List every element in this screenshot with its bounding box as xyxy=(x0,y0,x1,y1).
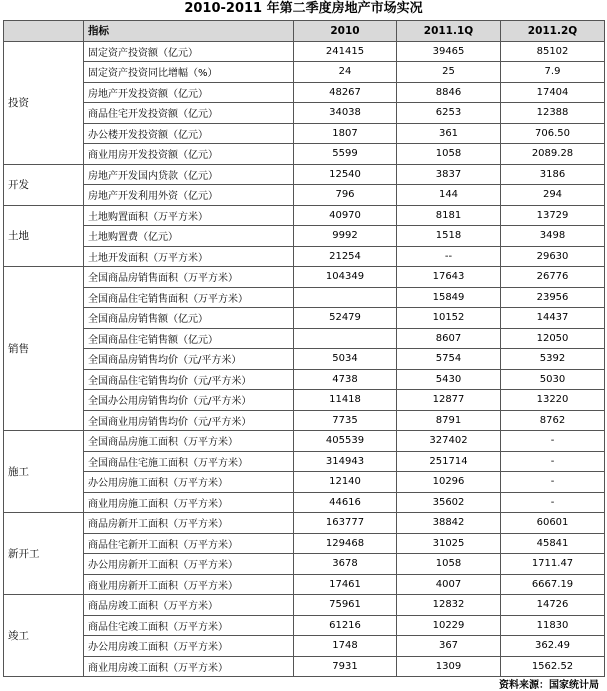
header-indicator: 指标 xyxy=(84,21,294,42)
header-2010: 2010 xyxy=(294,21,397,42)
table-row xyxy=(4,328,605,349)
header-2011-2q: 2011.2Q xyxy=(501,21,605,42)
table-row xyxy=(4,103,605,124)
table-title: 2010-2011 年第二季度房地产市场实况 xyxy=(184,1,423,16)
value-2011-2q-cell: - xyxy=(501,451,605,472)
value-2011-2q-cell: 26776 xyxy=(501,267,605,288)
indicator-cell: 房地产开发利用外资（亿元） xyxy=(84,185,294,206)
indicator-cell: 全国商品住宅施工面积（万平方米） xyxy=(84,451,294,472)
table-row xyxy=(4,82,605,103)
value-2011-1q-cell: 1058 xyxy=(397,554,501,575)
value-2011-1q-cell: 8791 xyxy=(397,410,501,431)
indicator-cell: 全国商业用房销售均价（元/平方米） xyxy=(84,410,294,431)
value-2011-2q-cell: - xyxy=(501,431,605,452)
table-row xyxy=(4,451,605,472)
value-2011-1q-cell: 4007 xyxy=(397,574,501,595)
indicator-cell: 办公用房新开工面积（万平方米） xyxy=(84,554,294,575)
category-cell: 土地 xyxy=(4,205,84,267)
indicator-cell: 土地购置面积（万平方米） xyxy=(84,205,294,226)
table-row xyxy=(4,123,605,144)
value-2011-1q-cell: 38842 xyxy=(397,513,501,534)
value-2011-2q-cell: 1562.52 xyxy=(501,656,605,677)
value-2010-cell: 314943 xyxy=(294,451,397,472)
value-2011-1q-cell: 25 xyxy=(397,62,501,83)
indicator-cell: 全国商品住宅销售面积（万平方米） xyxy=(84,287,294,308)
table-row xyxy=(4,185,605,206)
header-row xyxy=(4,21,605,42)
value-2011-1q-cell: 6253 xyxy=(397,103,501,124)
value-2010-cell: 11418 xyxy=(294,390,397,411)
value-2011-2q-cell: 706.50 xyxy=(501,123,605,144)
indicator-cell: 商品住宅新开工面积（万平方米） xyxy=(84,533,294,554)
table-row xyxy=(4,41,605,62)
value-2011-2q-cell: 17404 xyxy=(501,82,605,103)
value-2011-2q-cell: 1711.47 xyxy=(501,554,605,575)
value-2011-1q-cell: 12832 xyxy=(397,595,501,616)
value-2011-1q-cell: 8181 xyxy=(397,205,501,226)
value-2011-2q-cell: 8762 xyxy=(501,410,605,431)
value-2011-2q-cell: 3186 xyxy=(501,164,605,185)
value-2010-cell xyxy=(294,328,397,349)
value-2011-2q-cell: 23956 xyxy=(501,287,605,308)
market-table xyxy=(3,20,605,677)
indicator-cell: 全国商品房施工面积（万平方米） xyxy=(84,431,294,452)
value-2010-cell: 3678 xyxy=(294,554,397,575)
indicator-cell: 土地开发面积（万平方米） xyxy=(84,246,294,267)
value-2011-2q-cell: 5392 xyxy=(501,349,605,370)
value-2011-1q-cell: 1309 xyxy=(397,656,501,677)
value-2010-cell: 24 xyxy=(294,62,397,83)
value-2010-cell: 4738 xyxy=(294,369,397,390)
value-2010-cell: 75961 xyxy=(294,595,397,616)
value-2010-cell: 7735 xyxy=(294,410,397,431)
value-2011-2q-cell: 6667.19 xyxy=(501,574,605,595)
value-2011-1q-cell: 327402 xyxy=(397,431,501,452)
value-2011-2q-cell: 294 xyxy=(501,185,605,206)
table-row xyxy=(4,492,605,513)
value-2010-cell: 163777 xyxy=(294,513,397,534)
indicator-cell: 房地产开发投资额（亿元） xyxy=(84,82,294,103)
value-2010-cell: 104349 xyxy=(294,267,397,288)
value-2011-2q-cell: 14437 xyxy=(501,308,605,329)
value-2010-cell: 52479 xyxy=(294,308,397,329)
table-row xyxy=(4,164,605,185)
table-row xyxy=(4,410,605,431)
indicator-cell: 全国商品房销售均价（元/平方米） xyxy=(84,349,294,370)
indicator-cell: 办公楼开发投资额（亿元） xyxy=(84,123,294,144)
value-2011-2q-cell: 12050 xyxy=(501,328,605,349)
category-cell: 竣工 xyxy=(4,595,84,677)
value-2010-cell: 241415 xyxy=(294,41,397,62)
value-2011-2q-cell: 7.9 xyxy=(501,62,605,83)
value-2011-2q-cell: 11830 xyxy=(501,615,605,636)
value-2010-cell: 44616 xyxy=(294,492,397,513)
table-row xyxy=(4,554,605,575)
value-2011-1q-cell: 10152 xyxy=(397,308,501,329)
table-row xyxy=(4,656,605,677)
value-2010-cell: 48267 xyxy=(294,82,397,103)
value-2010-cell: 12540 xyxy=(294,164,397,185)
table-row xyxy=(4,205,605,226)
indicator-cell: 全国商品房销售面积（万平方米） xyxy=(84,267,294,288)
category-cell: 新开工 xyxy=(4,513,84,595)
indicator-cell: 商品房竣工面积（万平方米） xyxy=(84,595,294,616)
value-2011-1q-cell: 12877 xyxy=(397,390,501,411)
table-row xyxy=(4,472,605,493)
table-row xyxy=(4,246,605,267)
indicator-cell: 商品住宅竣工面积（万平方米） xyxy=(84,615,294,636)
indicator-cell: 全国商品房销售额（亿元） xyxy=(84,308,294,329)
table-row xyxy=(4,349,605,370)
value-2011-1q-cell: 8607 xyxy=(397,328,501,349)
value-2011-1q-cell: 39465 xyxy=(397,41,501,62)
indicator-cell: 全国办公用房销售均价（元/平方米） xyxy=(84,390,294,411)
category-cell: 开发 xyxy=(4,164,84,205)
value-2011-2q-cell: 2089.28 xyxy=(501,144,605,165)
value-2010-cell: 1748 xyxy=(294,636,397,657)
indicator-cell: 商业用房施工面积（万平方米） xyxy=(84,492,294,513)
value-2010-cell: 21254 xyxy=(294,246,397,267)
value-2010-cell: 34038 xyxy=(294,103,397,124)
value-2011-2q-cell: - xyxy=(501,472,605,493)
table-row xyxy=(4,513,605,534)
table-row xyxy=(4,308,605,329)
value-2011-2q-cell: 3498 xyxy=(501,226,605,247)
source-note: 资料来源：国家统计局 xyxy=(499,680,599,691)
header-category xyxy=(4,21,84,42)
value-2010-cell: 405539 xyxy=(294,431,397,452)
value-2011-2q-cell: 85102 xyxy=(501,41,605,62)
value-2011-1q-cell: 8846 xyxy=(397,82,501,103)
value-2011-1q-cell: 35602 xyxy=(397,492,501,513)
table-row xyxy=(4,267,605,288)
indicator-cell: 办公用房施工面积（万平方米） xyxy=(84,472,294,493)
indicator-cell: 商业用房竣工面积（万平方米） xyxy=(84,656,294,677)
value-2011-1q-cell: 3837 xyxy=(397,164,501,185)
table-row xyxy=(4,369,605,390)
value-2011-2q-cell: - xyxy=(501,492,605,513)
table-row xyxy=(4,390,605,411)
table-row xyxy=(4,595,605,616)
value-2011-1q-cell: 10229 xyxy=(397,615,501,636)
indicator-cell: 全国商品住宅销售均价（元/平方米） xyxy=(84,369,294,390)
value-2011-1q-cell: 367 xyxy=(397,636,501,657)
value-2011-1q-cell: 5754 xyxy=(397,349,501,370)
value-2010-cell: 7931 xyxy=(294,656,397,677)
indicator-cell: 房地产开发国内贷款（亿元） xyxy=(84,164,294,185)
value-2011-2q-cell: 60601 xyxy=(501,513,605,534)
value-2011-2q-cell: 29630 xyxy=(501,246,605,267)
indicator-cell: 固定资产投资额（亿元） xyxy=(84,41,294,62)
value-2011-1q-cell: 251714 xyxy=(397,451,501,472)
table-row xyxy=(4,636,605,657)
table-row xyxy=(4,574,605,595)
value-2011-2q-cell: 14726 xyxy=(501,595,605,616)
value-2011-1q-cell: 31025 xyxy=(397,533,501,554)
value-2011-1q-cell: 15849 xyxy=(397,287,501,308)
value-2010-cell: 17461 xyxy=(294,574,397,595)
header-2011-1q: 2011.1Q xyxy=(397,21,501,42)
value-2011-2q-cell: 45841 xyxy=(501,533,605,554)
table-row xyxy=(4,144,605,165)
indicator-cell: 全国商品住宅销售额（亿元） xyxy=(84,328,294,349)
indicator-cell: 商业用房新开工面积（万平方米） xyxy=(84,574,294,595)
value-2011-2q-cell: 13220 xyxy=(501,390,605,411)
indicator-cell: 土地购置费（亿元） xyxy=(84,226,294,247)
category-cell: 施工 xyxy=(4,431,84,513)
value-2011-2q-cell: 13729 xyxy=(501,205,605,226)
table-row xyxy=(4,431,605,452)
value-2011-1q-cell: 1518 xyxy=(397,226,501,247)
value-2010-cell: 9992 xyxy=(294,226,397,247)
table-row xyxy=(4,226,605,247)
value-2011-1q-cell: 1058 xyxy=(397,144,501,165)
value-2010-cell: 40970 xyxy=(294,205,397,226)
table-body xyxy=(4,41,605,677)
table-row xyxy=(4,62,605,83)
value-2011-1q-cell: 144 xyxy=(397,185,501,206)
value-2010-cell xyxy=(294,287,397,308)
value-2010-cell: 796 xyxy=(294,185,397,206)
indicator-cell: 商品房新开工面积（万平方米） xyxy=(84,513,294,534)
value-2010-cell: 12140 xyxy=(294,472,397,493)
value-2011-1q-cell: 5430 xyxy=(397,369,501,390)
indicator-cell: 办公用房竣工面积（万平方米） xyxy=(84,636,294,657)
table-row xyxy=(4,615,605,636)
value-2011-1q-cell: 361 xyxy=(397,123,501,144)
table-row xyxy=(4,287,605,308)
value-2011-2q-cell: 362.49 xyxy=(501,636,605,657)
value-2011-2q-cell: 12388 xyxy=(501,103,605,124)
indicator-cell: 固定资产投资同比增幅（%） xyxy=(84,62,294,83)
value-2011-1q-cell: 10296 xyxy=(397,472,501,493)
table-row xyxy=(4,533,605,554)
indicator-cell: 商业用房开发投资额（亿元） xyxy=(84,144,294,165)
value-2011-1q-cell: -- xyxy=(397,246,501,267)
category-cell: 销售 xyxy=(4,267,84,431)
category-cell: 投资 xyxy=(4,41,84,164)
value-2011-1q-cell: 17643 xyxy=(397,267,501,288)
value-2010-cell: 129468 xyxy=(294,533,397,554)
value-2010-cell: 5599 xyxy=(294,144,397,165)
indicator-cell: 商品住宅开发投资额（亿元） xyxy=(84,103,294,124)
value-2010-cell: 5034 xyxy=(294,349,397,370)
value-2010-cell: 1807 xyxy=(294,123,397,144)
value-2010-cell: 61216 xyxy=(294,615,397,636)
value-2011-2q-cell: 5030 xyxy=(501,369,605,390)
